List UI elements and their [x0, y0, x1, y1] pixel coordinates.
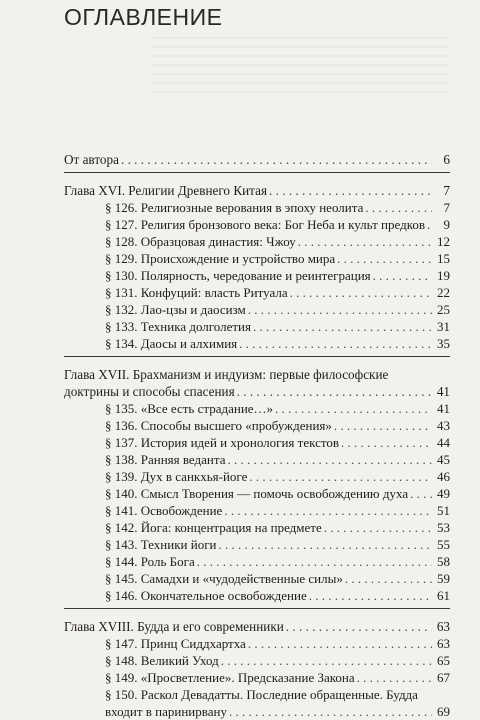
leader-dots [290, 284, 432, 301]
toc-entry-author[interactable] [64, 151, 450, 168]
item-page: 63 [437, 636, 450, 651]
leader-dots [253, 318, 432, 335]
item-label: § 144. Роль Бога [105, 554, 195, 569]
toc-item[interactable] [64, 451, 450, 468]
leader-dots [197, 553, 432, 570]
leader-dots [248, 635, 432, 652]
chapter-page: 41 [436, 384, 450, 399]
item-label: § 137. История идей и хронология текстов [105, 435, 340, 450]
toc-item[interactable] [64, 250, 450, 267]
item-page: 53 [437, 520, 450, 535]
item-page: 35 [437, 336, 450, 351]
toc-item[interactable] [64, 233, 450, 250]
toc-item[interactable] [64, 635, 450, 652]
item-label: § 138. Ранняя веданта [105, 452, 226, 467]
item-label: § 136. Способы высшего «пробуждения» [105, 418, 332, 433]
item-label: § 129. Происхождение и устройство мира [105, 251, 336, 266]
toc-item[interactable] [64, 417, 450, 434]
toc-item[interactable] [64, 318, 450, 335]
toc-item[interactable] [64, 652, 450, 669]
item-label: § 139. Дух в санкхья-йоге [105, 469, 248, 484]
item-page: 51 [437, 503, 450, 518]
item-label: § 143. Техники йоги [105, 537, 217, 552]
item-page: 59 [437, 571, 450, 586]
item-page: 61 [437, 588, 450, 603]
item-page: 25 [437, 302, 450, 317]
toc-chapter-17-line1[interactable] [64, 366, 450, 383]
toc-item[interactable] [64, 335, 450, 352]
chapter-title: Глава XVII. Брахманизм и индуизм: первые философские [64, 367, 389, 382]
toc-item[interactable] [64, 216, 450, 233]
item-page: 45 [437, 452, 450, 467]
item-page: 65 [437, 653, 450, 668]
item-label: § 131. Конфуций: власть Ритуала [105, 285, 288, 300]
leader-dots [224, 502, 432, 519]
leader-dots [334, 417, 432, 434]
item-page: 43 [437, 418, 450, 433]
toc-item[interactable] [64, 669, 450, 686]
chapter-page: 7 [443, 183, 450, 198]
toc-item[interactable] [64, 587, 450, 604]
item-label: § 134. Даосы и алхимия [105, 336, 238, 351]
item-page: 41 [437, 401, 450, 416]
item-label: § 128. Образцовая династия: Чжоу [105, 234, 296, 249]
leader-dots [324, 519, 432, 536]
item-label: § 148. Великий Уход [105, 653, 219, 668]
item-label: § 127. Религия бронзового века: Бог Неба и культ предков [105, 217, 425, 232]
toc-item[interactable] [64, 434, 450, 451]
item-page: 67 [437, 670, 450, 685]
leader-dots [345, 570, 432, 587]
toc-item[interactable] [64, 468, 450, 485]
item-label: § 141. Освобождение [105, 503, 223, 518]
item-label: § 150. Раскол Девадатты. Последние обращенные. Будда [105, 687, 418, 702]
chapter-title-cont: доктрины и способы спасения [64, 384, 235, 399]
chapter-page: 63 [436, 619, 450, 634]
item-page: 7 [443, 200, 450, 215]
item-label-cont: входит в паринирвану [105, 704, 227, 719]
item-page: 19 [437, 268, 450, 283]
leader-dots [229, 703, 432, 720]
item-page: 22 [437, 285, 450, 300]
item-label: § 133. Техника долголетия [105, 319, 251, 334]
leader-dots [427, 216, 432, 233]
toc-item[interactable] [64, 570, 450, 587]
toc-item[interactable] [64, 519, 450, 536]
item-label: § 145. Самадхи и «чудодейственные силы» [105, 571, 343, 586]
item-label: § 135. «Все есть страдание…» [105, 401, 274, 416]
leader-dots [275, 400, 432, 417]
leader-dots [410, 485, 432, 502]
leader-dots [221, 652, 432, 669]
leader-dots [365, 199, 432, 216]
toc-item-multiline[interactable] [64, 686, 450, 703]
toc-chapter-16[interactable] [64, 182, 450, 199]
item-page: 49 [437, 486, 450, 501]
leader-dots [341, 434, 432, 451]
toc-item[interactable] [64, 553, 450, 570]
item-page: 9 [443, 217, 450, 232]
toc-item[interactable] [64, 267, 450, 284]
toc-item[interactable] [64, 400, 450, 417]
chapter-title: Глава XVI. Религии Древнего Китая [64, 183, 268, 198]
leader-dots [239, 335, 432, 352]
leader-dots [218, 536, 432, 553]
item-label: § 130. Полярность, чередование и реинтеграция [105, 268, 371, 283]
leader-dots [357, 669, 432, 686]
item-page: 69 [437, 704, 450, 719]
leader-dots [286, 618, 432, 635]
item-page: 58 [437, 554, 450, 569]
toc-item[interactable] [64, 485, 450, 502]
item-label: § 126. Религиозные верования в эпоху неолита [105, 200, 364, 215]
item-label: § 146. Окончательное освобождение [105, 588, 307, 603]
toc-chapter-17-line2[interactable] [64, 383, 450, 400]
toc-item[interactable] [64, 284, 450, 301]
item-label: § 142. Йога: концентрация на предмете [105, 520, 322, 535]
bleed-through [150, 30, 450, 100]
item-page: 44 [437, 435, 450, 450]
item-page: 31 [437, 319, 450, 334]
toc-entry-page: 6 [443, 152, 450, 167]
chapter-title: Глава XVIII. Будда и его современники [64, 619, 284, 634]
toc-item[interactable] [64, 301, 450, 318]
item-page: 46 [437, 469, 450, 484]
table-of-contents [64, 151, 450, 720]
leader-dots [228, 451, 433, 468]
item-page: 15 [437, 251, 450, 266]
page-title: ОГЛАВЛЕНИЕ [64, 4, 223, 30]
toc-item[interactable] [64, 502, 450, 519]
toc-item[interactable] [64, 199, 450, 216]
toc-item[interactable] [64, 536, 450, 553]
item-label: § 132. Лао-цзы и даосизм [105, 302, 246, 317]
toc-item-multiline-cont[interactable] [64, 703, 450, 720]
leader-dots [269, 182, 432, 199]
leader-dots [309, 587, 432, 604]
leader-dots [248, 301, 432, 318]
item-page: 55 [437, 537, 450, 552]
leader-dots [298, 233, 432, 250]
toc-entry-label: От автора [64, 152, 119, 167]
leader-dots [237, 383, 432, 400]
item-label: § 147. Принц Сиддхартха [105, 636, 246, 651]
item-label: § 149. «Просветление». Предсказание Закона [105, 670, 355, 685]
item-label: § 140. Смысл Творения — помочь освобождению духа [105, 486, 409, 501]
leader-dots [249, 468, 432, 485]
leader-dots [373, 267, 432, 284]
leader-dots [337, 250, 432, 267]
toc-chapter-18[interactable] [64, 618, 450, 635]
leader-dots [121, 151, 432, 168]
item-page: 12 [437, 234, 450, 249]
